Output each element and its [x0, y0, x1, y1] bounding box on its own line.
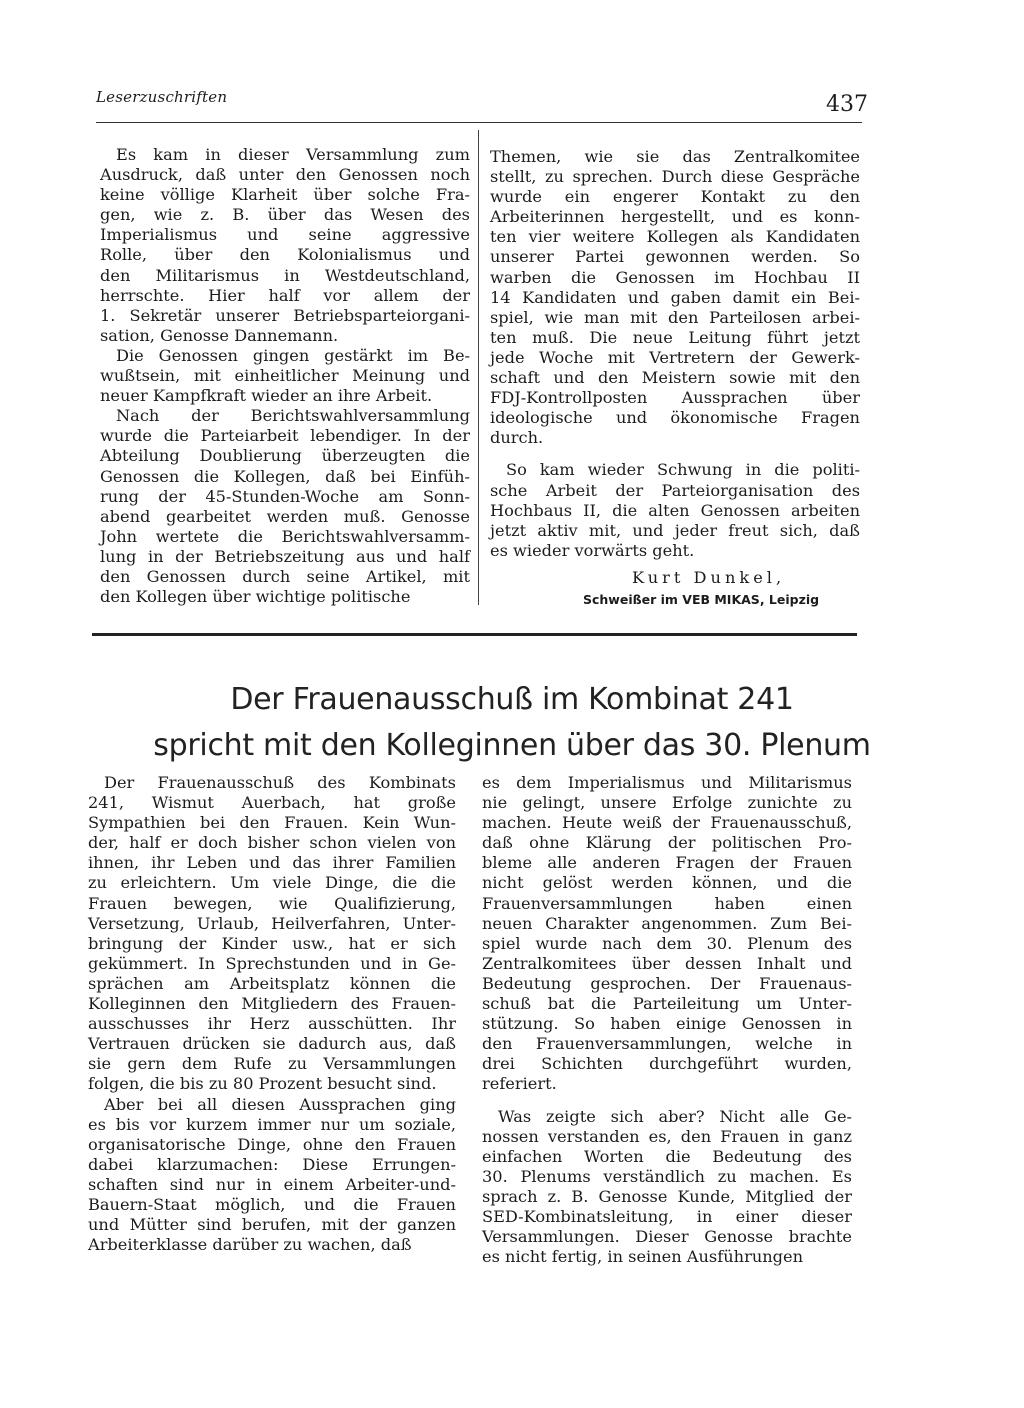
text-line: nie gelingt, unsere Erfolge zunichte zu	[482, 793, 852, 813]
text-line: Bedeutung gesprochen. Der Frauenaus-	[482, 973, 852, 993]
text-line: Versetzung, Urlaub, Heilverfahren, Unter-	[88, 913, 456, 933]
text-line: Frauen bewegen, wie Qualifizierung,	[88, 893, 456, 913]
text-line: organisatorische Dinge, ohne den Frauen	[88, 1134, 456, 1154]
text-line: sprach z. B. Genosse Kunde, Mitglied der	[482, 1186, 852, 1206]
text-line: schaft und den Meistern sowie mit den	[490, 368, 860, 388]
text-line: es bis vor kurzem immer nur um soziale,	[88, 1114, 456, 1134]
text-line: FDJ-Kontrollposten Aussprachen über	[490, 388, 860, 408]
article-column-left	[88, 773, 456, 1255]
text-line: Kolleginnen den Mitgliedern des Frauen-	[88, 994, 456, 1014]
text-line: nicht gelöst werden können, und die	[482, 873, 852, 893]
text-line: Aber bei all diesen Aussprachen ging	[104, 1094, 456, 1114]
text-line: sche Arbeit der Parteiorganisation des	[490, 480, 860, 500]
text-line: dabei klarzumachen: Diese Errungen-	[88, 1154, 456, 1174]
text-line: Was zeigte sich aber? Nicht alle Ge-	[498, 1106, 852, 1126]
text-line: ihnen, ihr Leben und das ihrer Familien	[88, 853, 456, 873]
text-line: stellt, zu sprechen. Durch diese Gespräche	[490, 167, 860, 187]
text-line: Arbeiterinnen hergestellt, und es konn-	[490, 207, 860, 227]
text-line: 14 Kandidaten und gaben damit ein Bei-	[490, 287, 860, 307]
text-line: ideologische und ökonomische Fragen	[490, 408, 860, 428]
text-line: Abteilung Doublierung überzeugten die	[100, 446, 470, 466]
text-line: machen. Heute weiß der Frauenausschuß,	[482, 813, 852, 833]
text-line: es wieder vorwärts geht.	[490, 540, 695, 560]
text-line: wußtsein, mit einheitlicher Meinung und	[100, 366, 470, 386]
text-line: nossen verstanden es, den Frauen in ganz	[482, 1126, 852, 1146]
text-line: Der Frauenausschuß des Kombinats	[104, 773, 456, 792]
text-line: gekümmert. In Sprechstunden und in Ge-	[88, 953, 456, 973]
text-line: unserer Partei gewonnen werden. So	[490, 247, 860, 267]
text-line: der, half er doch bisher schon vielen von	[88, 833, 456, 853]
text-line: spiel, wie man mit den Parteilosen arbei-	[490, 307, 860, 327]
text-line: Arbeiterklasse darüber zu wachen, daß	[88, 1235, 412, 1255]
text-line: 241, Wismut Auerbach, hat große	[88, 793, 456, 813]
text-line: stützung. So haben einige Genossen in	[482, 1014, 852, 1034]
text-line: drei Schichten durchgeführt wurden,	[482, 1054, 852, 1074]
letter-column-left	[100, 145, 470, 607]
text-line: Sympathien bei den Frauen. Kein Wun-	[88, 813, 456, 833]
text-line: ten muß. Die neue Leitung führt jetzt	[490, 327, 860, 347]
text-line: neuen Charakter angenommen. Zum Bei-	[482, 913, 852, 933]
text-line: rung der 45-Stunden-Woche am Sonn-	[100, 486, 470, 506]
column-divider	[478, 130, 479, 605]
article-headline-line-1: Der Frauenausschuß im Kombinat 241	[230, 682, 794, 717]
text-line: einfachen Worten die Bedeutung des	[482, 1146, 852, 1166]
text-line: 1. Sekretär unserer Betriebsparteiorgani-	[100, 305, 470, 325]
text-line: herrschte. Hier half vor allem der	[100, 285, 470, 305]
text-line: Hochbaus II, die alten Genossen arbeiten	[490, 500, 860, 520]
text-line: Vertrauen drücken sie dadurch aus, daß	[88, 1034, 456, 1054]
letter-signature: Kurt Dunkel,	[632, 568, 786, 587]
text-line: Genossen die Kollegen, daß bei Einfüh-	[100, 466, 470, 486]
text-line: Rolle, über den Kolonialismus und	[100, 245, 470, 265]
text-line: gen, wie z. B. über das Wesen des	[100, 205, 470, 225]
section-rule	[92, 633, 857, 636]
text-line: spiel wurde nach dem 30. Plenum des	[482, 933, 852, 953]
text-line: und Mütter sind berufen, mit der ganzen	[88, 1215, 456, 1235]
text-line: wurde die Parteiarbeit lebendiger. In der	[100, 426, 470, 446]
text-line: bleme alle anderen Fragen der Frauen	[482, 853, 852, 873]
text-line: sprächen am Arbeitsplatz können die	[88, 973, 456, 993]
header-rule	[96, 122, 862, 123]
page-number: 437	[826, 92, 868, 117]
letter-column-right	[490, 147, 860, 561]
text-line: schaften sind nur in einem Arbeiter-und-	[88, 1174, 456, 1194]
text-line: jetzt aktiv mit, und jeder freut sich, daß	[490, 520, 860, 540]
text-line: SED-Kombinatsleitung, in einer dieser	[482, 1206, 852, 1226]
text-line: es dem Imperialismus und Militarismus	[482, 773, 852, 792]
letter-signature-role: Schweißer im VEB MIKAS, Leipzig	[583, 592, 820, 607]
running-header: Leserzuschriften	[96, 88, 228, 106]
text-line: es nicht fertig, in seinen Ausführungen	[482, 1247, 804, 1267]
text-line: den Frauenversammlungen, welche in	[482, 1034, 852, 1054]
text-line: Nach der Berichtswahlversammlung	[116, 406, 470, 426]
article-headline-line-2: spricht mit den Kolleginnen über das 30. Plenum	[153, 728, 871, 763]
text-line: durch.	[490, 428, 544, 448]
text-line: Imperialismus und seine aggressive	[100, 225, 470, 245]
text-line: folgen, die bis zu 80 Prozent besucht sind.	[88, 1074, 437, 1094]
text-line: wurde ein engerer Kontakt zu den	[490, 187, 860, 207]
text-line: zu erleichtern. Um viele Dinge, die die	[88, 873, 456, 893]
text-line: Bauern-Staat möglich, und die Frauen	[88, 1194, 456, 1214]
text-line: bringung der Kinder usw., hat er sich	[88, 933, 456, 953]
text-line: warben die Genossen im Hochbau II	[490, 267, 860, 287]
text-line: John wertete die Berichtswahlversamm-	[100, 526, 470, 546]
text-line: Ausdruck, daß unter den Genossen noch	[100, 165, 470, 185]
text-line: daß ohne Klärung der politischen Pro-	[482, 833, 852, 853]
text-line: lung in der Betriebszeitung aus und half	[100, 546, 470, 566]
text-line: Frauenversammlungen haben einen	[482, 893, 852, 913]
text-line: keine völlige Klarheit über solche Fra-	[100, 185, 470, 205]
text-line: abend gearbeitet werden muß. Genosse	[100, 506, 470, 526]
text-line: So kam wieder Schwung in die politi-	[506, 460, 860, 480]
text-line: Themen, wie sie das Zentralkomitee	[490, 147, 860, 166]
text-line: sation, Genosse Dannemann.	[100, 325, 339, 345]
text-line: schuß bat die Parteileitung um Unter-	[482, 994, 852, 1014]
article-column-right	[482, 773, 852, 1267]
text-line: referiert.	[482, 1074, 557, 1094]
text-line: neuer Kampfkraft wieder an ihre Arbeit.	[100, 386, 433, 406]
text-line: Versammlungen. Dieser Genosse brachte	[482, 1227, 852, 1247]
text-line: den Kollegen über wichtige politische	[100, 587, 411, 607]
text-line: Es kam in dieser Versammlung zum	[116, 145, 470, 164]
text-line: den Genossen durch seine Artikel, mit	[100, 566, 470, 586]
text-line: 30. Plenums verständlich zu machen. Es	[482, 1166, 852, 1186]
text-line: ausschusses ihr Herz ausschütten. Ihr	[88, 1014, 456, 1034]
text-line: den Militarismus in Westdeutschland,	[100, 265, 470, 285]
text-line: jede Woche mit Vertretern der Gewerk-	[490, 347, 860, 367]
text-line: ten vier weitere Kollegen als Kandidaten	[490, 227, 860, 247]
text-line: Zentralkomitees über dessen Inhalt und	[482, 953, 852, 973]
text-line: Die Genossen gingen gestärkt im Be-	[116, 345, 470, 365]
text-line: sie gern dem Rufe zu Versammlungen	[88, 1054, 456, 1074]
